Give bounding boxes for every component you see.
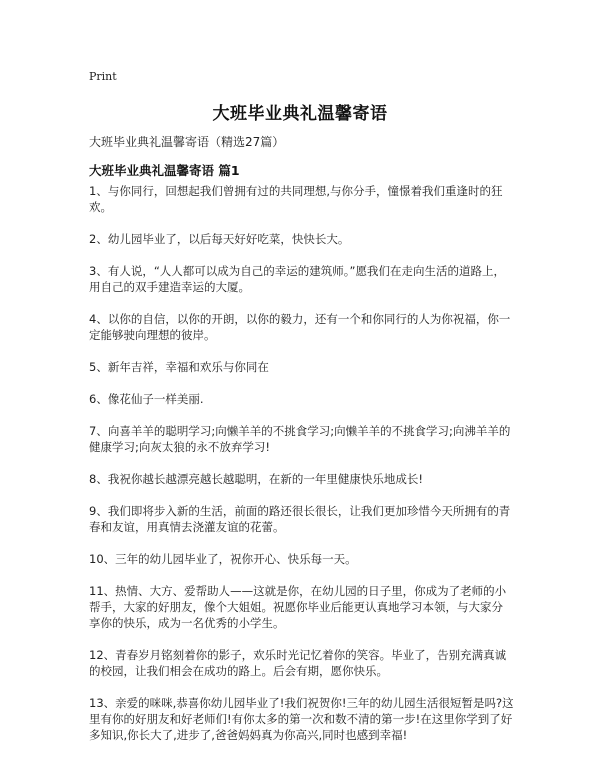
list-item: 13、亲爱的咪咪,恭喜你幼儿园毕业了!我们祝贺你!三年的幼儿园生活很短暂是吗?这里有你的好朋友和好老师们!有你太多的第一次和数不清的第一步!在这里你学到了好多知识,你长大了,进步了,爸爸妈妈真为你高兴,同时也感到幸福! <box>89 696 514 742</box>
message-list <box>89 183 514 759</box>
list-item: 12、青春岁月铭刻着你的影子，欢乐时光记忆着你的笑容。毕业了，告别充满真诚的校园，让我们相会在成功的路上。后会有期，愿你快乐。 <box>89 648 507 678</box>
list-item: 9、我们即将步入新的生活，前面的路还很长很长，让我们更加珍惜今天所拥有的青春和友谊，用真情去浇灌友谊的花蕾。 <box>89 504 511 534</box>
list-item: 8、我祝你越长越漂亮越长越聪明，在新的一年里健康快乐地成长! <box>89 472 423 486</box>
list-item: 4、以你的自信，以你的开朗，以你的毅力，还有一个和你同行的人为你祝福，你一定能够驶向理想的彼岸。 <box>89 312 511 342</box>
list-item: 6、像花仙子一样美丽. <box>89 392 204 406</box>
print-link[interactable]: Print <box>89 70 117 83</box>
list-item: 2、幼儿园毕业了，以后每天好好吃菜，快快长大。 <box>89 232 350 246</box>
subtitle: 大班毕业典礼温馨寄语（精选27篇） <box>89 135 285 149</box>
list-item: 7、向喜羊羊的聪明学习;向懒羊羊的不挑食学习;向懒羊羊的不挑食学习;向沸羊羊的健康学习;向灰太狼的永不放弃学习! <box>89 424 511 454</box>
list-item: 5、新年吉祥，幸福和欢乐与你同在 <box>89 360 269 374</box>
page-title: 大班毕业典礼温馨寄语 <box>212 104 388 124</box>
list-item: 3、有人说，“人人都可以成为自己的幸运的建筑师。”愿我们在走向生活的道路上，用自己的双手建造幸运的大厦。 <box>89 264 505 294</box>
list-item: 11、热情、大方、爱帮助人——这就是你，在幼儿园的日子里，你成为了老师的小帮手，大家的好朋友，像个大姐姐。祝愿你毕业后能更认真地学习本领，与大家分享你的快乐，成为一名优秀的小学生。 <box>89 584 507 630</box>
section-heading: 大班毕业典礼温馨寄语 篇1 <box>89 163 240 178</box>
list-item: 1、与你同行，回想起我们曾拥有过的共同理想,与你分手，憧憬着我们重逢时的狂欢。 <box>89 184 503 214</box>
list-item: 10、三年的幼儿园毕业了，祝你开心、快乐每一天。 <box>89 552 357 566</box>
